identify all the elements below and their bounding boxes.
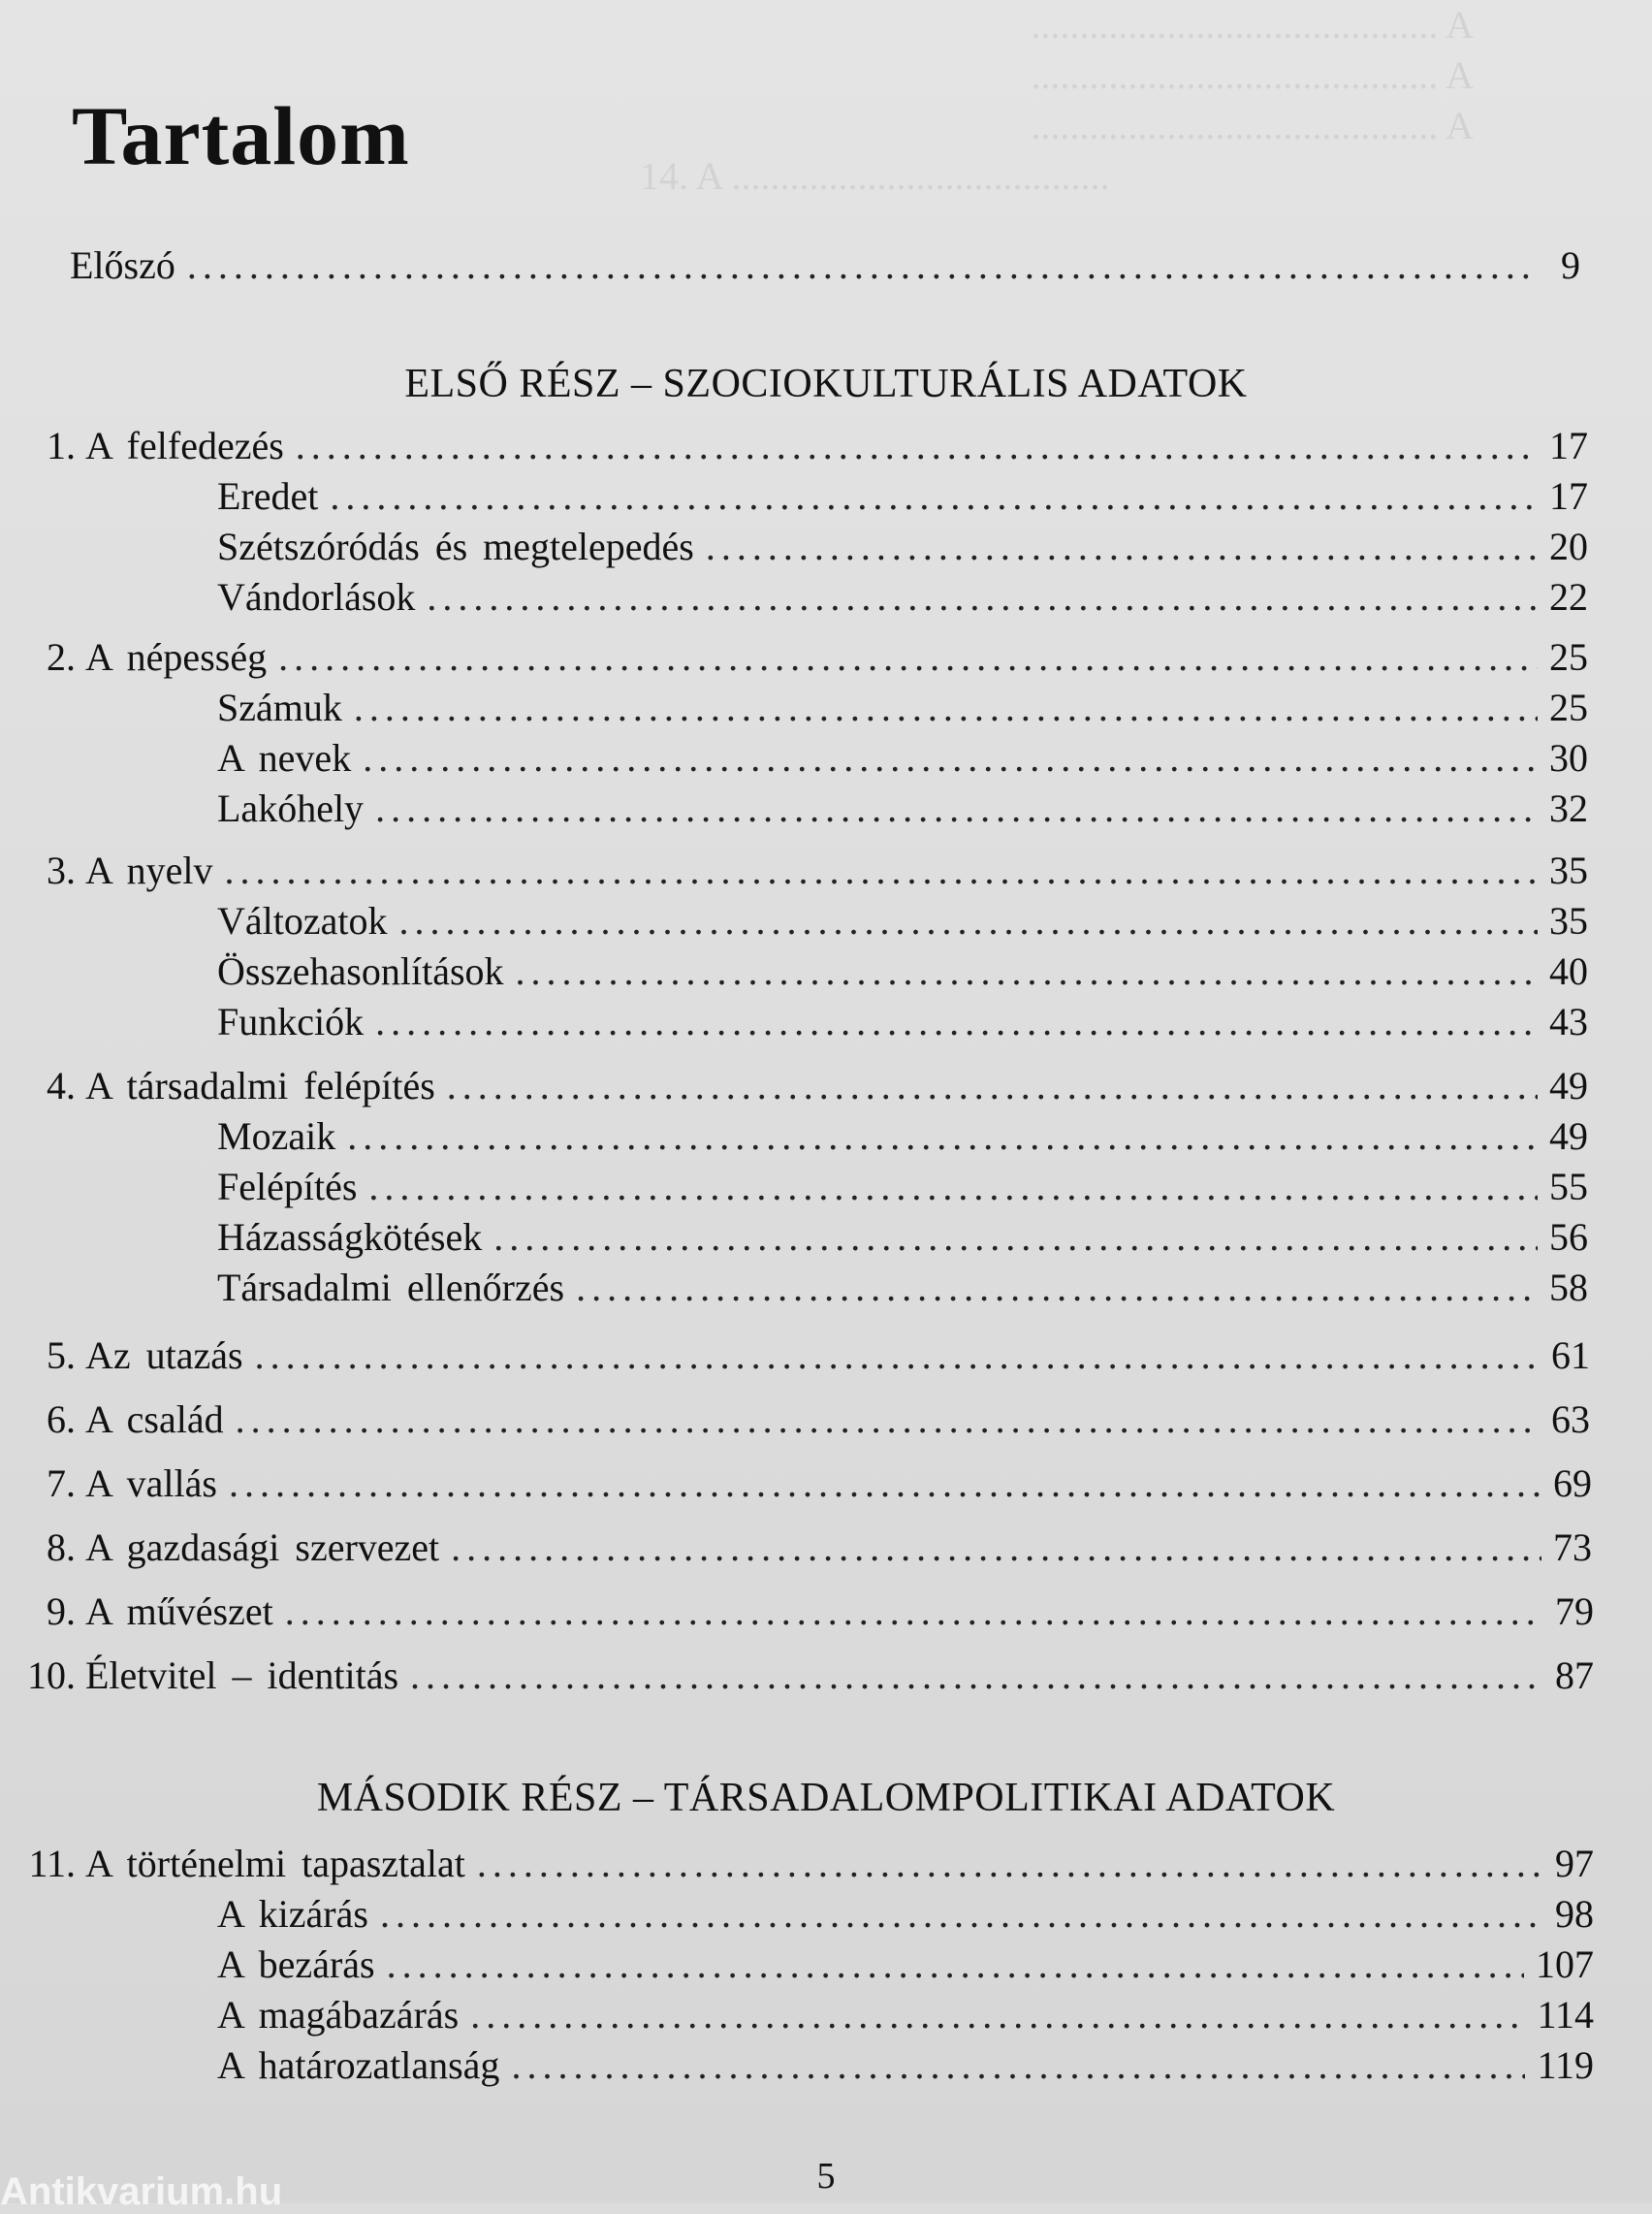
toc-page: 114 — [1537, 1993, 1594, 2037]
toc-label: Vándorlások — [217, 575, 416, 619]
chapter-number: 5. — [47, 1333, 76, 1377]
toc-page: 98 — [1555, 1892, 1594, 1936]
toc-page: 25 — [1549, 686, 1588, 729]
toc-page: 9 — [1561, 243, 1580, 287]
toc-page: 17 — [1549, 424, 1588, 467]
leader-dots — [576, 1263, 1538, 1313]
toc-chapter — [0, 1523, 1652, 1573]
toc-subentry — [0, 2040, 1652, 2091]
toc-page: 87 — [1555, 1653, 1594, 1697]
toc-page: 79 — [1555, 1589, 1594, 1633]
leader-dots — [470, 1990, 1525, 2040]
toc-label: A gazdasági szervezet — [85, 1525, 440, 1569]
toc-label: A népesség — [85, 635, 268, 679]
toc-subentry — [0, 896, 1652, 947]
chapter-number: 11. — [28, 1842, 76, 1885]
leader-dots — [354, 683, 1538, 733]
toc-page: 61 — [1551, 1333, 1590, 1377]
toc-page: 40 — [1549, 949, 1588, 993]
leader-dots — [410, 1651, 1543, 1701]
toc-chapter — [0, 1459, 1652, 1509]
toc-label: A nevek — [217, 736, 352, 780]
leader-dots — [387, 1940, 1524, 1990]
leader-dots — [706, 522, 1538, 572]
toc-subentry — [0, 1162, 1652, 1212]
toc-label: Életvitel – identitás — [85, 1653, 399, 1697]
toc-chapter — [0, 1839, 1652, 1889]
toc-label: Felépítés — [217, 1165, 358, 1208]
toc-page: 35 — [1549, 849, 1588, 892]
toc-page: 69 — [1553, 1461, 1592, 1505]
toc-chapter — [0, 1395, 1652, 1445]
toc-label: A család — [85, 1397, 224, 1441]
leader-dots — [225, 846, 1538, 896]
leader-dots — [255, 1331, 1540, 1381]
toc-page: 22 — [1549, 575, 1588, 619]
chapter-number: 1. — [47, 424, 76, 467]
toc-page: 97 — [1555, 1842, 1594, 1885]
chapter-number: 4. — [47, 1064, 76, 1107]
toc-page: 63 — [1551, 1397, 1590, 1441]
chapter-number: 8. — [47, 1525, 76, 1569]
chapter-number: 6. — [47, 1397, 76, 1441]
toc-chapter — [0, 846, 1652, 896]
toc-label: Változatok — [217, 899, 388, 943]
toc-subentry — [0, 784, 1652, 834]
toc-label: Az utazás — [85, 1333, 243, 1377]
toc-subentry — [0, 1990, 1652, 2040]
toc-label: Számuk — [217, 686, 342, 729]
toc-label: A kizárás — [217, 1892, 368, 1936]
leader-dots — [236, 1395, 1540, 1445]
chapter-number: 3. — [47, 849, 76, 892]
leader-dots — [375, 784, 1538, 834]
toc-subentry — [0, 1111, 1652, 1162]
leader-dots — [516, 947, 1538, 997]
toc-page: 25 — [1549, 635, 1588, 679]
toc-page: 32 — [1549, 786, 1588, 830]
toc-label: Házasságkötések — [217, 1215, 483, 1259]
toc-page: 30 — [1549, 736, 1588, 780]
watermark: Antikvarium.hu — [0, 2170, 283, 2213]
chapter-number: 10. — [27, 1653, 76, 1697]
toc-subentry — [0, 683, 1652, 733]
page-number: 5 — [816, 2156, 836, 2197]
toc-subentry — [0, 1940, 1652, 1990]
toc-page: 17 — [1549, 474, 1588, 518]
toc-label: A magábazárás — [217, 1993, 460, 2037]
toc-label: A határozatlanság — [217, 2043, 500, 2087]
toc-page: 55 — [1549, 1165, 1588, 1208]
toc-chapter — [0, 1061, 1652, 1111]
toc-subentry — [0, 1212, 1652, 1263]
toc-subentry — [0, 997, 1652, 1047]
part-heading-1: ELSŐ RÉSZ – SZOCIOKULTURÁLIS ADATOK — [404, 362, 1248, 406]
leader-dots — [368, 1162, 1538, 1212]
toc-page: 35 — [1549, 899, 1588, 943]
chapter-number: 2. — [47, 635, 76, 679]
toc-label: Összehasonlítások — [217, 949, 504, 993]
leader-dots — [296, 421, 1538, 471]
leader-dots — [363, 733, 1538, 784]
toc-chapter — [0, 1587, 1652, 1637]
toc-label: A felfedezés — [85, 424, 284, 467]
toc-subentry — [0, 1889, 1652, 1940]
toc-entry-foreword — [0, 241, 1652, 291]
page-title: Tartalom — [72, 89, 410, 182]
toc-label: A társadalmi felépítés — [85, 1064, 435, 1107]
toc-label: A nyelv — [85, 849, 213, 892]
toc-page: 49 — [1549, 1114, 1588, 1158]
leader-dots — [493, 1212, 1538, 1263]
toc-subentry — [0, 947, 1652, 997]
toc-chapter — [0, 1331, 1652, 1381]
toc-label: Előszó — [70, 243, 175, 287]
toc-label: A vallás — [85, 1461, 217, 1505]
toc-page: 20 — [1549, 525, 1588, 568]
toc-subentry — [0, 572, 1652, 623]
toc-label: Társadalmi ellenőrzés — [217, 1266, 565, 1309]
leader-dots — [285, 1587, 1543, 1637]
toc-chapter — [0, 632, 1652, 683]
toc-page: 58 — [1549, 1266, 1588, 1309]
leader-dots — [399, 896, 1539, 947]
toc-page: 56 — [1549, 1215, 1588, 1259]
toc-subentry — [0, 1263, 1652, 1313]
toc-page: 119 — [1537, 2043, 1594, 2087]
leader-dots — [347, 1111, 1538, 1162]
toc-label: Funkciók — [217, 1000, 365, 1043]
leader-dots — [477, 1839, 1543, 1889]
leader-dots — [447, 1061, 1538, 1111]
leader-dots — [330, 471, 1538, 522]
leader-dots — [380, 1889, 1543, 1940]
chapter-number: 7. — [47, 1461, 76, 1505]
toc-chapter — [0, 421, 1652, 471]
toc-page: 107 — [1536, 1942, 1594, 1986]
show-through-text: .......................................... A .......................................... A .......................................... A 14. A ....................................... — [640, 3, 1474, 198]
toc-subentry — [0, 471, 1652, 522]
toc-label: Lakóhely — [217, 786, 365, 830]
chapter-number: 9. — [47, 1589, 76, 1633]
leader-dots — [451, 1523, 1541, 1573]
toc-page: 73 — [1553, 1525, 1592, 1569]
toc-subentry — [0, 522, 1652, 572]
toc-label: Szétszóródás és megtelepedés — [217, 525, 694, 568]
toc-label: Eredet — [217, 474, 319, 518]
toc-label: Mozaik — [217, 1114, 336, 1158]
leader-dots — [427, 572, 1538, 623]
leader-dots — [375, 997, 1538, 1047]
leader-dots — [278, 632, 1538, 683]
leader-dots — [187, 241, 1530, 291]
leader-dots — [511, 2040, 1525, 2091]
toc-subentry — [0, 733, 1652, 784]
toc-page: 49 — [1549, 1064, 1588, 1107]
toc-label: A művészet — [85, 1589, 273, 1633]
part-heading-2: MÁSODIK RÉSZ – TÁRSADALOMPOLITIKAI ADATOK — [316, 1776, 1336, 1820]
toc-page: 43 — [1549, 1000, 1588, 1043]
leader-dots — [229, 1459, 1541, 1509]
toc-label: A bezárás — [217, 1942, 375, 1986]
toc-chapter — [0, 1651, 1652, 1701]
toc-label: A történelmi tapasztalat — [85, 1842, 465, 1885]
